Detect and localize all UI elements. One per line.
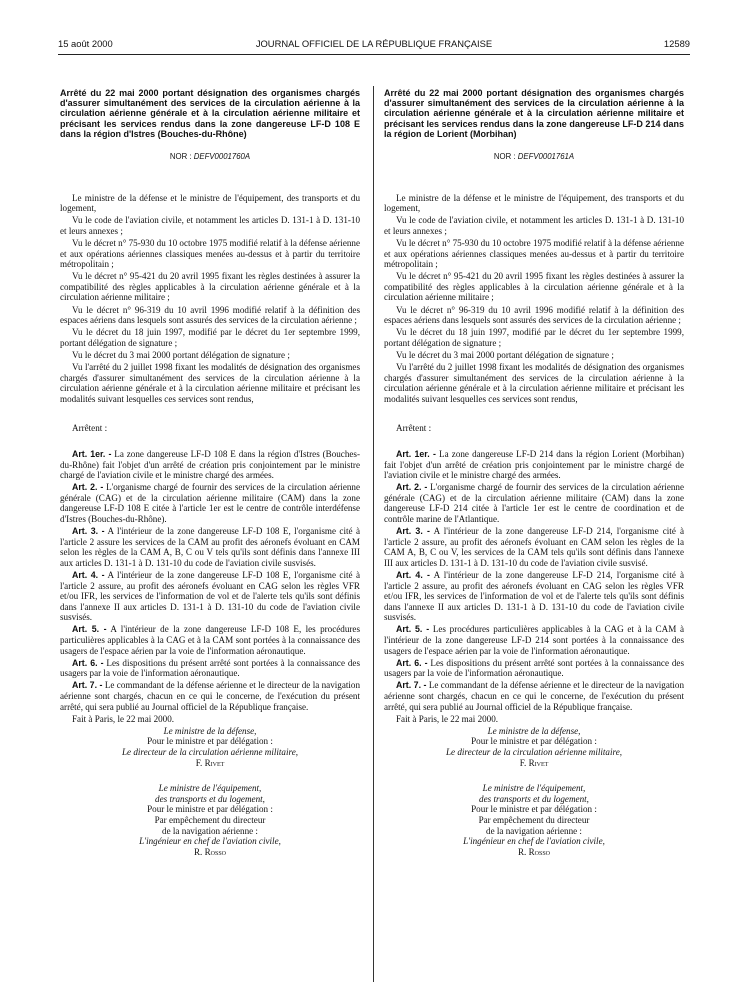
article bbox=[384, 658, 684, 679]
nor-code: DEFV0001761A bbox=[517, 152, 575, 162]
article-text: Les procédures particulières applicables à la CAG et à la CAM à l'intérieur de la zone dangereuse LF-D 214 sont portées à la connaissance des usagers de l'espace aérien par la voie de l'information aéronautique. bbox=[384, 624, 685, 656]
article-label: Art. 7. - bbox=[396, 680, 427, 691]
article bbox=[384, 624, 684, 656]
decree-title: Arrêté du 22 mai 2000 portant désignation des organismes chargés d'assurer simultanément des services de la circulation aérienne à la circulation aérienne générale et à la circulation aérienne militaire et précisant les services rendus dans la zone dangereuse LF-D 214 dans la région de Lorient (Morbihan) bbox=[384, 88, 684, 139]
article-text: Le commandant de la défense aérienne et le directeur de la navigation aérienne sont chargés, chacun en ce qui le concerne, de l'exécution du présent arrêté, qui sera publié au Journal officiel de la République française. bbox=[60, 680, 360, 712]
preamble-para: Vu le décret du 3 mai 2000 portant délégation de signature ; bbox=[72, 349, 290, 360]
signed-place-date: Fait à Paris, le 22 mai 2000. bbox=[72, 713, 175, 724]
arretent-heading: Arrêtent : bbox=[72, 423, 108, 434]
signatory-line: Le ministre de l'équipement, bbox=[482, 783, 586, 794]
preamble-para: Vu le code de l'aviation civile, et notamment les articles D. 131-1 à D. 131-10 et leurs annexes ; bbox=[384, 215, 684, 236]
signatory-line: de la navigation aérienne : bbox=[486, 825, 582, 836]
article-text: L'organisme chargé de fournir des services de la circulation aérienne générale (CAG) et de la circulation aérienne militaire (CAM) dans la zone dangereuse LF-D 108 E citée à l'article 1er est le centre de contrôle interdéfense d'Istres (Bouches-du-Rhône). bbox=[60, 482, 360, 525]
signatory-line: L'ingénieur en chef de l'aviation civile, bbox=[139, 836, 281, 847]
header-rule bbox=[58, 54, 690, 55]
article-label: Art. 5. - bbox=[396, 624, 430, 635]
signatory-line: Le directeur de la circulation aérienne militaire, bbox=[445, 747, 623, 758]
nor-label: NOR : bbox=[169, 152, 192, 162]
article-text: Les dispositions du présent arrêté sont portées à la connaissance des usagers par la voie de l'information aéronautique. bbox=[60, 657, 360, 679]
article bbox=[60, 526, 360, 568]
preamble-para: Vu le décret du 18 juin 1997, modifié par le décret du 1er septembre 1999, portant délégation de signature ; bbox=[384, 327, 684, 348]
article bbox=[384, 482, 684, 524]
preamble-para: Vu l'arrêté du 2 juillet 1998 fixant les modalités de désignation des organismes chargés d'assurer simultanément des services de la circulation aérienne à la circulation aérienne générale et à la circulation aérienne militaire et précisant les modalités suivant lesquelles ces services sont rendus, bbox=[384, 362, 684, 404]
signatory-line: L'ingénieur en chef de l'aviation civile, bbox=[463, 836, 605, 847]
article-text: La zone dangereuse LF-D 108 E dans la région d'Istres (Bouches-du-Rhône) fait l'objet d'un arrêté de création pris conjointement par le ministre chargé de l'aviation civile et le ministre chargé des armées. bbox=[60, 448, 360, 481]
header-date: 15 août 2000 bbox=[58, 38, 113, 49]
signatory-line: Pour le ministre et par délégation : bbox=[471, 804, 597, 815]
article-text: Le commandant de la défense aérienne et le directeur de la navigation aérienne sont chargés, chacun en ce qui le concerne, de l'exécution du présent arrêté, qui sera publié au Journal officiel de la République française. bbox=[384, 680, 684, 712]
page-header bbox=[58, 38, 690, 52]
signature-block-defense bbox=[60, 726, 360, 768]
nor-label: NOR : bbox=[493, 152, 516, 162]
preamble-para: Vu le décret n° 96-319 du 10 avril 1996 modifié relatif à la définition des espaces aériens dans lesquels sont assurés des services de la circulation aérienne ; bbox=[384, 304, 684, 326]
article-text: A l'intérieur de la zone dangereuse LF-D 214, l'organisme cité à l'article 2 assure, au profit des aéronefs évoluant en CAM selon les règles de la CAM A, B, C ou V, les services de la CAM tels qu'ils sont définis dans l'annexe III aux articles D. 131-1 à D. 131-10 du code de l'aviation civile susvisé. bbox=[384, 526, 684, 568]
signature-block-equipement bbox=[60, 783, 360, 857]
signatory-line: Le ministre de la défense, bbox=[163, 725, 257, 736]
article bbox=[384, 680, 684, 712]
article-label: Art. 6. - bbox=[72, 657, 104, 668]
article-label: Art. 2. - bbox=[72, 482, 104, 493]
nor-code: DEFV0001760A bbox=[193, 152, 251, 162]
article-text: La zone dangereuse LF-D 214 dans la région Lorient (Morbihan) fait l'objet d'un arrêté de création pris conjointement par le ministre chargé de l'aviation civile et le ministre chargé des armées. bbox=[384, 448, 685, 481]
article bbox=[60, 482, 360, 524]
article-label: Art. 7. - bbox=[72, 680, 103, 691]
header-page-number: 12589 bbox=[663, 38, 690, 49]
article-label: Art. 4. - bbox=[396, 570, 430, 581]
article-text: A l'intérieur de la zone dangereuse LF-D 214, l'organisme cité à l'article 2 assure, au profit des aéronefs évoluant en CAG selon les règles VFR et/ou IFR, les services de l'information de vol et de l'alerte tels qu'ils sont définis dans l'annexe II aux articles D. 131-1 à D. 131-10 du code de l'aviation civile susvisés. bbox=[384, 570, 684, 623]
preamble-para: Vu le décret n° 75-930 du 10 octobre 1975 modifié relatif à la défense aérienne et aux opérations aériennes classiques menées au-dessus et à partir du territoire métropolitain ; bbox=[384, 237, 684, 270]
decree-title: Arrêté du 22 mai 2000 portant désignation des organismes chargés d'assurer simultanément des services de la circulation aérienne à la circulation aérienne générale et à la circulation aérienne militaire et précisant les services rendus dans la zone dangereuse LF-D 108 E dans la région d'Istres (Bouches-du-Rhône) bbox=[60, 88, 360, 139]
article-text: A l'intérieur de la zone dangereuse LF-D 108 E, l'organisme cité à l'article 2 assure les services de la CAM au profit des aéronefs évoluant en CAM selon les règles de la CAM A, B, C ou V tels qu'ils sont définis dans l'annexe III aux articles D. 131-1 à D. 131-10 du code de l'aviation civile susvisés. bbox=[60, 526, 360, 568]
signatory-name: R. Rosso bbox=[193, 846, 227, 857]
signatory-name: F. Rivet bbox=[195, 757, 225, 768]
article-label: Art. 5. - bbox=[72, 624, 107, 635]
nor-reference bbox=[60, 152, 360, 163]
nor-reference bbox=[384, 152, 684, 163]
article bbox=[60, 658, 360, 679]
preamble-para: Le ministre de la défense et le ministre de l'équipement, des transports et du logement, bbox=[60, 192, 360, 214]
signatory-line: des transports et du logement, bbox=[155, 793, 265, 804]
article-label: Art. 6. - bbox=[396, 657, 428, 668]
signatory-line: Le directeur de la circulation aérienne militaire, bbox=[121, 747, 299, 758]
preamble-para: Vu le décret n° 95-421 du 20 avril 1995 fixant les règles destinées à assurer la compatibilité des règles applicables à la circulation aérienne générale et à la circulation aérienne militaire ; bbox=[384, 271, 684, 303]
preamble-para: Vu le décret n° 75-930 du 10 octobre 1975 modifié relatif à la défense aérienne et aux opérations aériennes classiques menées au-dessus et à partir du territoire métropolitain ; bbox=[60, 237, 360, 270]
article-label: Art. 3. - bbox=[396, 526, 430, 537]
article-text: A l'intérieur de la zone dangereuse LF-D 108 E, les procédures particulières applicables à la CAG et à la CAM sont portées à la connaissance des usagers de l'espace aérien par la voie de l'information aéronautique. bbox=[60, 624, 360, 656]
article bbox=[60, 680, 360, 712]
preamble-para: Vu le décret du 3 mai 2000 portant délégation de signature ; bbox=[396, 349, 614, 360]
article-text: L'organisme chargé de fournir des services de la circulation aérienne générale (CAG) et de la circulation aérienne militaire (CAM) dans la zone dangereuse LF-D 214 citée à l'article 1er est le centre de coordination et de contrôle marine de l'Atlantique. bbox=[384, 482, 684, 525]
article-label: Art. 1er. - bbox=[396, 448, 436, 459]
signature-block-defense bbox=[384, 726, 684, 768]
arretent-heading: Arrêtent : bbox=[396, 423, 432, 434]
signatory-name: R. Rosso bbox=[517, 846, 551, 857]
signatory-line: Par empêchement du directeur bbox=[478, 814, 590, 825]
preamble-para: Vu le code de l'aviation civile, et notamment les articles D. 131-1 à D. 131-10 et leurs annexes ; bbox=[60, 215, 360, 236]
article bbox=[60, 449, 360, 481]
article-label: Art. 4. - bbox=[72, 570, 105, 581]
signatory-line: Pour le ministre et par délégation : bbox=[147, 736, 273, 747]
article-label: Art. 1er. - bbox=[72, 448, 112, 459]
article-text: Les dispositions du présent arrêté sont portées à la connaissance des usagers par la voie de l'information aéronautique. bbox=[384, 657, 684, 679]
preamble-para: Vu le décret n° 96-319 du 10 avril 1996 modifié relatif à la définition des espaces aériens dans lesquels sont assurés des services de la circulation aérienne ; bbox=[60, 304, 360, 326]
signatory-line: Le ministre de la défense, bbox=[487, 725, 581, 736]
signatory-line: des transports et du logement, bbox=[479, 793, 589, 804]
preamble-para: Vu le décret du 18 juin 1997, modifié par le décret du 1er septembre 1999, portant délégation de signature ; bbox=[60, 327, 360, 348]
signatory-name: F. Rivet bbox=[519, 757, 549, 768]
signature-block-equipement bbox=[384, 783, 684, 857]
signatory-line: Pour le ministre et par délégation : bbox=[471, 736, 597, 747]
header-journal-title: JOURNAL OFFICIEL DE LA RÉPUBLIQUE FRANÇAISE bbox=[255, 38, 493, 49]
signed-place-date: Fait à Paris, le 22 mai 2000. bbox=[396, 713, 499, 724]
article-label: Art. 3. - bbox=[72, 526, 105, 537]
preamble-para: Le ministre de la défense et le ministre de l'équipement, des transports et du logement, bbox=[384, 192, 684, 214]
article bbox=[60, 570, 360, 623]
article bbox=[384, 526, 684, 568]
left-column bbox=[60, 88, 360, 857]
preamble-para: Vu l'arrêté du 2 juillet 1998 fixant les modalités de désignation des organismes chargés d'assurer simultanément des services de la circulation aérienne à la circulation aérienne générale et à la circulation aérienne militaire et précisant les modalités suivant lesquelles ces services sont rendus, bbox=[60, 362, 360, 404]
article-label: Art. 2. - bbox=[396, 482, 428, 493]
column-divider bbox=[373, 86, 374, 982]
article bbox=[384, 570, 684, 623]
signatory-line: Pour le ministre et par délégation : bbox=[147, 804, 273, 815]
preamble-para: Vu le décret n° 95-421 du 20 avril 1995 fixant les règles destinées à assurer la compatibilité des règles applicables à la circulation aérienne générale et à la circulation aérienne militaire ; bbox=[60, 271, 360, 303]
signatory-line: Le ministre de l'équipement, bbox=[158, 783, 262, 794]
signatory-line: de la navigation aérienne : bbox=[162, 825, 258, 836]
article-text: A l'intérieur de la zone dangereuse LF-D 108 E, l'organisme cité à l'article 2 assure, au profit des aéronefs évoluant en CAG selon les règles VFR et/ou IFR, les services de l'information de vol et de l'alerte tels qu'ils sont définis dans l'annexe II aux articles D. 131-1 à D. 131-10 du code de l'aviation civile susvisés. bbox=[60, 570, 360, 623]
signatory-line: Par empêchement du directeur bbox=[154, 814, 266, 825]
right-column bbox=[384, 88, 684, 857]
article bbox=[384, 449, 684, 481]
article bbox=[60, 624, 360, 656]
